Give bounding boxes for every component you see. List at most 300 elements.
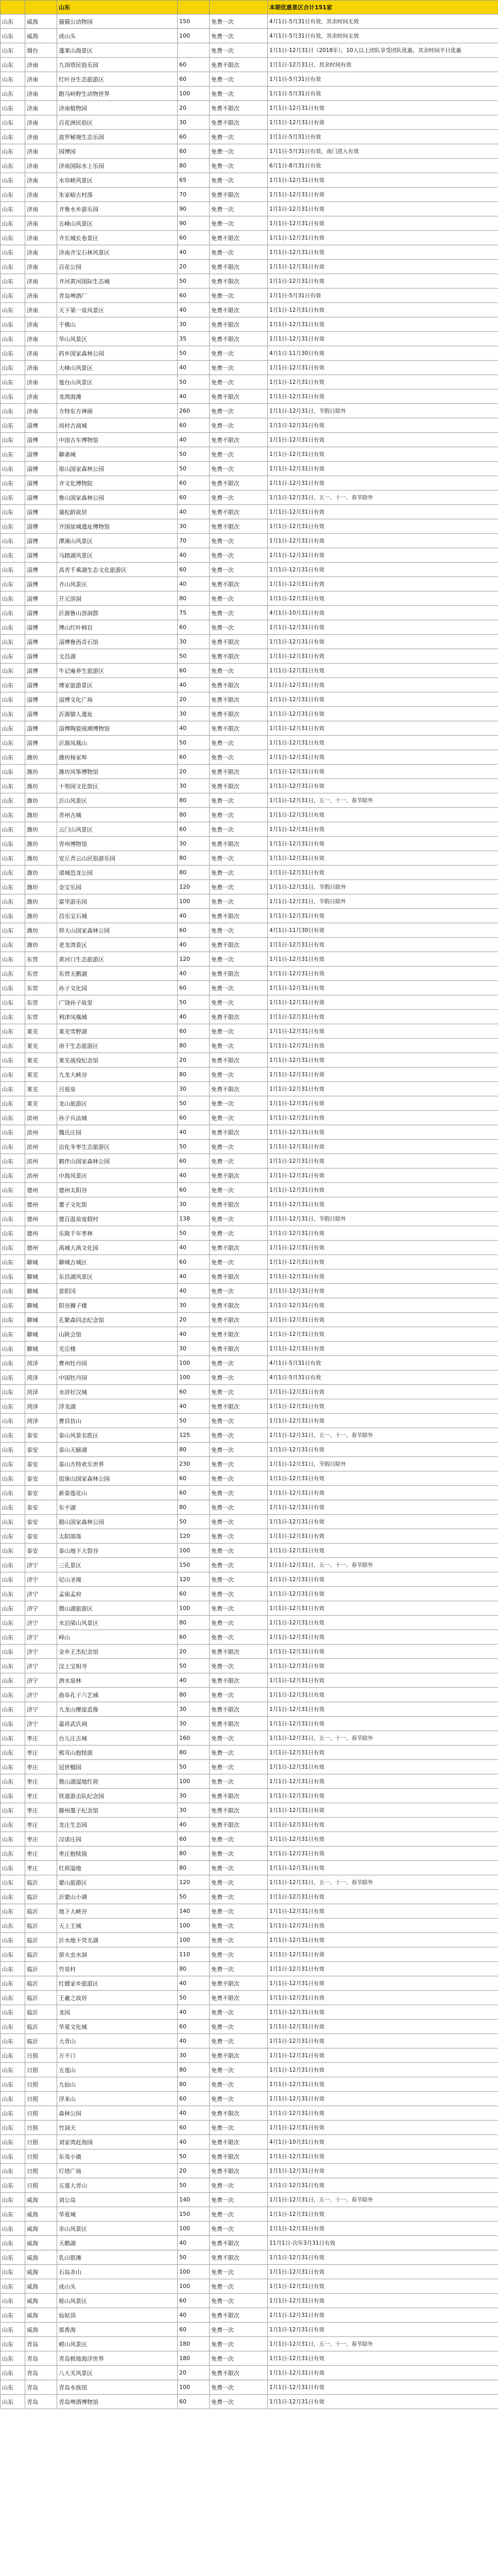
table-row (1, 2193, 498, 2207)
offer-cell: 免费一次 (210, 1515, 268, 1529)
province-cell: 山东 (1, 822, 25, 837)
price-cell: 100 (178, 1356, 210, 1370)
province-cell: 山东 (1, 332, 25, 346)
city-cell: 济南 (25, 389, 57, 404)
province-cell: 山东 (1, 1399, 25, 1414)
table-row (1, 765, 498, 779)
price-cell: 20 (178, 2366, 210, 2380)
note-cell: 1月1日-12月31日有效 (268, 2351, 498, 2366)
note-cell: 1月1日-12月31日有效 (268, 418, 498, 433)
city-cell: 东营 (25, 981, 57, 995)
city-cell: 济南 (25, 245, 57, 260)
scenic-name-cell: 台儿庄古城 (57, 1731, 178, 1745)
offer-cell: 免费不限次 (210, 779, 268, 793)
city-cell: 青岛 (25, 2395, 57, 2409)
city-cell: 淄博 (25, 519, 57, 534)
scenic-name-cell: 东昌湖风景区 (57, 1269, 178, 1284)
scenic-name-cell: 石岛赤山 (57, 2265, 178, 2279)
price-cell: 80 (178, 1067, 210, 1082)
note-cell: 1月1日-12月31日有效 (268, 1183, 498, 1197)
note-cell: 1月1日-12月31日有效 (268, 101, 498, 115)
note-cell: 1月1日-12月31日，五一、十一、春节除外 (268, 1558, 498, 1572)
offer-cell: 免费一次 (210, 1067, 268, 1082)
province-cell: 山东 (1, 1385, 25, 1399)
city-cell: 莱芜 (25, 1053, 57, 1067)
province-cell: 山东 (1, 1745, 25, 1760)
price-cell: 138 (178, 1212, 210, 1226)
table-row (1, 1284, 498, 1298)
price-cell: 20 (178, 101, 210, 115)
city-cell: 日照 (25, 2106, 57, 2121)
city-cell: 济宁 (25, 1717, 57, 1731)
city-cell: 济宁 (25, 1659, 57, 1673)
city-cell: 莱芜 (25, 1096, 57, 1111)
scenic-name-cell: 九仙山 (57, 2077, 178, 2092)
price-cell: 60 (178, 490, 210, 505)
city-cell: 济南 (25, 303, 57, 317)
city-cell: 枣庄 (25, 1832, 57, 1846)
offer-cell: 免费一次 (210, 2207, 268, 2222)
note-cell: 1月1日-12月31日有效 (268, 664, 498, 678)
price-cell: 30 (178, 2048, 210, 2063)
price-cell: 60 (178, 2092, 210, 2106)
table-row (1, 837, 498, 851)
note-cell: 1月1日-12月31日有效 (268, 2178, 498, 2193)
city-cell: 淄博 (25, 505, 57, 519)
price-cell: 60 (178, 130, 210, 144)
offer-cell: 免费一次 (210, 2351, 268, 2366)
city-cell: 泰安 (25, 1486, 57, 1500)
scenic-name-cell: 微山湖湿地红荷 (57, 1774, 178, 1789)
note-cell: 1月1日-12月31日有效 (268, 548, 498, 563)
table-row (1, 58, 498, 72)
price-cell: 60 (178, 72, 210, 87)
city-cell: 济南 (25, 346, 57, 361)
price-cell: 40 (178, 2005, 210, 2020)
note-cell: 4月1日-11月30日有效 (268, 346, 498, 361)
price-cell: 80 (178, 808, 210, 822)
table-row (1, 289, 498, 303)
city-cell: 滨州 (25, 1125, 57, 1140)
city-cell: 淄博 (25, 736, 57, 750)
scenic-name-cell: 蒙山旅游区 (57, 1875, 178, 1890)
table-row (1, 361, 498, 375)
note-cell: 1月1日-12月31日有效 (268, 1385, 498, 1399)
note-cell: 1月1日-12月31日有效 (268, 1601, 498, 1616)
table-row (1, 664, 498, 678)
scenic-name-cell: 泰山地下大裂谷 (57, 1544, 178, 1558)
offer-cell: 免费不限次 (210, 188, 268, 202)
province-cell: 山东 (1, 923, 25, 938)
offer-cell: 免费不限次 (210, 721, 268, 736)
note-cell: 1月1日-12月31日有效 (268, 649, 498, 664)
note-cell: 4月1日-10月31日有效 (268, 2135, 498, 2149)
city-cell: 济宁 (25, 1630, 57, 1645)
table-row (1, 981, 498, 995)
scenic-name-cell: 仰天山国家森林公园 (57, 923, 178, 938)
table-row (1, 1327, 498, 1342)
scenic-name-cell: 刘家湾赶海园 (57, 2135, 178, 2149)
table-row (1, 389, 498, 404)
table-row (1, 649, 498, 664)
city-cell: 德州 (25, 1212, 57, 1226)
scenic-name-cell: 聊斋城 (57, 447, 178, 462)
price-cell: 40 (178, 1010, 210, 1024)
offer-cell: 免费一次 (210, 361, 268, 375)
scenic-name-cell: 水泊梁山风景区 (57, 1616, 178, 1630)
price-cell: 100 (178, 2222, 210, 2236)
city-cell: 聊城 (25, 1313, 57, 1327)
scenic-name-cell: 腊山国家森林公园 (57, 1515, 178, 1529)
scenic-name-cell: 灯塔广场 (57, 2164, 178, 2178)
city-cell: 泰安 (25, 1428, 57, 1443)
offer-cell: 免费不限次 (210, 2048, 268, 2063)
city-cell: 枣庄 (25, 1818, 57, 1832)
offer-cell: 免费不限次 (210, 2366, 268, 2380)
offer-cell: 免费一次 (210, 1284, 268, 1298)
offer-cell: 免费一次 (210, 1947, 268, 1962)
province-cell: 山东 (1, 1039, 25, 1053)
scenic-name-cell: 跑马岭野生动物世界 (57, 87, 178, 101)
offer-cell: 免费一次 (210, 2178, 268, 2193)
price-cell: 60 (178, 289, 210, 303)
city-cell: 济宁 (25, 1645, 57, 1659)
price-cell: 140 (178, 2193, 210, 2207)
province-cell: 山东 (1, 72, 25, 87)
province-cell: 山东 (1, 736, 25, 750)
price-cell: 50 (178, 2250, 210, 2265)
table-header-row (1, 1, 498, 14)
offer-cell: 免费不限次 (210, 274, 268, 289)
city-cell: 枣庄 (25, 1861, 57, 1875)
offer-cell: 免费一次 (210, 1875, 268, 1890)
table-row (1, 144, 498, 159)
province-cell: 山东 (1, 1457, 25, 1471)
city-cell: 淄博 (25, 534, 57, 548)
price-cell: 90 (178, 216, 210, 231)
table-row (1, 1616, 498, 1630)
city-cell: 淄博 (25, 692, 57, 707)
table-row (1, 2077, 498, 2092)
table-row (1, 2308, 498, 2323)
table-row (1, 43, 498, 58)
city-cell: 淄博 (25, 664, 57, 678)
city-cell: 菏泽 (25, 1414, 57, 1428)
scenic-name-cell: 阳谷狮子楼 (57, 1298, 178, 1313)
city-cell: 临沂 (25, 1904, 57, 1919)
province-cell: 山东 (1, 58, 25, 72)
province-cell: 山东 (1, 1774, 25, 1789)
scenic-name-cell: 大青山 (57, 2034, 178, 2048)
table-row (1, 1183, 498, 1197)
province-cell: 山东 (1, 837, 25, 851)
city-cell: 聊城 (25, 1342, 57, 1356)
table-row (1, 1875, 498, 1890)
scenic-name-cell: 莲台山风景区 (57, 375, 178, 389)
offer-cell: 免费一次 (210, 1140, 268, 1154)
province-cell: 山东 (1, 2178, 25, 2193)
city-cell: 莱芜 (25, 1067, 57, 1082)
city-cell: 青岛 (25, 2380, 57, 2395)
note-cell: 1月1日-12月31日有效 (268, 1111, 498, 1125)
note-cell: 1月1日-12月31日有效 (268, 1471, 498, 1486)
scenic-name-cell: 天下第一泉风景区 (57, 303, 178, 317)
note-cell: 1月1日-12月31日有效 (268, 577, 498, 591)
note-cell: 1月1日-12月31日有效 (268, 1919, 498, 1933)
city-cell: 威海 (25, 2294, 57, 2308)
city-cell: 德州 (25, 1241, 57, 1255)
table-row (1, 1226, 498, 1241)
table-row (1, 1890, 498, 1904)
offer-cell: 免费不限次 (210, 1803, 268, 1818)
scenic-name-cell: 曹州牡丹园 (57, 1356, 178, 1370)
scenic-name-cell: 熊耳山抱犊崮 (57, 1745, 178, 1760)
table-row (1, 1125, 498, 1140)
table-row (1, 1659, 498, 1673)
scenic-name-cell: 竹洞天 (57, 2121, 178, 2135)
price-cell: 30 (178, 837, 210, 851)
city-cell: 潍坊 (25, 779, 57, 793)
province-cell: 山东 (1, 1731, 25, 1745)
table-row (1, 447, 498, 462)
city-cell: 潍坊 (25, 808, 57, 822)
province-cell: 山东 (1, 2323, 25, 2337)
table-row (1, 2395, 498, 2409)
city-cell: 泰安 (25, 1500, 57, 1515)
table-row (1, 1111, 498, 1125)
province-cell: 山东 (1, 1962, 25, 1976)
header-cell (1, 1, 25, 14)
city-cell: 济南 (25, 130, 57, 144)
scenic-name-cell: 红嫂家乡旅游区 (57, 1976, 178, 1991)
province-cell: 山东 (1, 245, 25, 260)
price-cell: 35 (178, 332, 210, 346)
offer-cell: 免费不限次 (210, 635, 268, 649)
table-row (1, 721, 498, 736)
province-cell: 山东 (1, 851, 25, 866)
price-cell: 80 (178, 159, 210, 173)
province-cell: 山东 (1, 591, 25, 606)
note-cell: 1月1日-12月31日有效 (268, 1067, 498, 1082)
note-cell: 1月1日-12月31日有效 (268, 1717, 498, 1731)
table-row (1, 563, 498, 577)
price-cell: 60 (178, 1832, 210, 1846)
offer-cell: 免费一次 (210, 1962, 268, 1976)
scenic-name-cell: 潭溪山风景区 (57, 534, 178, 548)
scenic-name-cell: 济南植物园 (57, 101, 178, 115)
price-cell: 40 (178, 1673, 210, 1688)
note-cell: 1月1日-5月31日有效 (268, 289, 498, 303)
price-cell: 125 (178, 1428, 210, 1443)
scenic-name-cell: 竹泉村 (57, 1962, 178, 1976)
price-cell: 60 (178, 822, 210, 837)
city-cell: 济南 (25, 188, 57, 202)
province-cell: 山东 (1, 159, 25, 173)
city-cell: 济南 (25, 289, 57, 303)
offer-cell: 免费一次 (210, 1933, 268, 1947)
table-row (1, 1717, 498, 1731)
note-cell: 1月1日-12月31日，其余时间有效 (268, 58, 498, 72)
scenic-name-cell: 莱芜雪野湖 (57, 1024, 178, 1039)
note-cell: 1月1日-12月31日有效 (268, 995, 498, 1010)
scenic-name-cell: 诸城恐龙公园 (57, 866, 178, 880)
table-row (1, 1846, 498, 1861)
offer-cell: 免费一次 (210, 620, 268, 635)
offer-cell: 免费一次 (210, 490, 268, 505)
province-cell: 山东 (1, 2092, 25, 2106)
note-cell: 1月1日-12月31日有效 (268, 332, 498, 346)
city-cell: 泰安 (25, 1529, 57, 1544)
city-cell: 临沂 (25, 1875, 57, 1890)
offer-cell: 免费不限次 (210, 577, 268, 591)
note-cell: 1月1日-12月31日有效 (268, 2294, 498, 2308)
price-cell: 50 (178, 1226, 210, 1241)
table-row (1, 1933, 498, 1947)
note-cell: 1月1日-12月31日有效 (268, 2395, 498, 2409)
province-cell: 山东 (1, 981, 25, 995)
province-cell: 山东 (1, 563, 25, 577)
table-row (1, 2106, 498, 2121)
offer-cell: 免费一次 (210, 1587, 268, 1601)
city-cell: 淄博 (25, 462, 57, 476)
province-cell: 山东 (1, 1010, 25, 1024)
offer-cell: 免费一次 (210, 923, 268, 938)
price-cell: 50 (178, 1096, 210, 1111)
offer-cell: 免费不限次 (210, 1125, 268, 1140)
offer-cell: 免费一次 (210, 1457, 268, 1471)
note-cell: 1月1日-12月31日有效 (268, 1053, 498, 1067)
offer-cell: 免费一次 (210, 462, 268, 476)
city-cell: 济南 (25, 202, 57, 216)
city-cell: 济南 (25, 317, 57, 332)
scenic-name-cell: 成山头 (57, 29, 178, 43)
city-cell: 济南 (25, 231, 57, 245)
note-cell: 1月1日-12月31日有效 (268, 808, 498, 822)
city-cell: 临沂 (25, 1962, 57, 1976)
note-cell: 1月1日-12月31日有效 (268, 779, 498, 793)
scenic-name-cell: 中国古车博物馆 (57, 433, 178, 447)
offer-cell: 免费一次 (210, 159, 268, 173)
offer-cell: 免费一次 (210, 2121, 268, 2135)
price-cell: 40 (178, 389, 210, 404)
scenic-name-cell: 尼山圣境 (57, 1572, 178, 1587)
price-cell (178, 43, 210, 58)
scenic-name-cell: 东营天鹅湖 (57, 967, 178, 981)
scenic-name-cell: 吕祖泉 (57, 1082, 178, 1096)
note-cell: 1月1日-12月31日有效 (268, 115, 498, 130)
price-cell: 80 (178, 1039, 210, 1053)
city-cell: 日照 (25, 2164, 57, 2178)
scenic-name-cell: 冠世榴园 (57, 1760, 178, 1774)
price-cell: 100 (178, 1933, 210, 1947)
scenic-name-cell: 孔繁森同志纪念馆 (57, 1313, 178, 1327)
province-cell: 山东 (1, 1558, 25, 1572)
note-cell: 1月1日-12月31日有效 (268, 1010, 498, 1024)
offer-cell: 免费不限次 (210, 101, 268, 115)
province-cell: 山东 (1, 750, 25, 765)
note-cell: 1月1日-12月31日有效 (268, 1673, 498, 1688)
table-row (1, 938, 498, 952)
city-cell: 临沂 (25, 1919, 57, 1933)
offer-cell: 免费一次 (210, 87, 268, 101)
offer-cell: 免费不限次 (210, 231, 268, 245)
province-cell: 山东 (1, 1111, 25, 1125)
table-row (1, 2250, 498, 2265)
offer-cell: 免费不限次 (210, 909, 268, 923)
province-cell: 山东 (1, 346, 25, 361)
table-row (1, 1370, 498, 1385)
table-row (1, 2366, 498, 2380)
province-cell: 山东 (1, 2063, 25, 2077)
table-row (1, 159, 498, 173)
price-cell: 50 (178, 1140, 210, 1154)
price-cell: 50 (178, 1991, 210, 2005)
note-cell: 1月1日-12月31日有效 (268, 2279, 498, 2294)
province-cell: 山东 (1, 692, 25, 707)
note-cell: 1月1日-12月31日有效 (268, 981, 498, 995)
price-cell: 40 (178, 2106, 210, 2121)
table-row (1, 952, 498, 967)
offer-cell: 免费不限次 (210, 2250, 268, 2265)
offer-cell: 免费一次 (210, 563, 268, 577)
price-cell: 40 (178, 303, 210, 317)
price-cell: 50 (178, 2149, 210, 2164)
offer-cell: 免费不限次 (210, 1313, 268, 1327)
price-cell: 80 (178, 866, 210, 880)
price-cell: 40 (178, 1327, 210, 1342)
table-row (1, 260, 498, 274)
note-cell: 1月1日-12月31日有效 (268, 231, 498, 245)
city-cell: 济南 (25, 260, 57, 274)
scenic-name-cell: 沂源鲁山溶洞群 (57, 606, 178, 620)
price-cell: 100 (178, 1601, 210, 1616)
offer-cell: 免费一次 (210, 793, 268, 808)
price-cell: 20 (178, 2164, 210, 2178)
scenic-name-cell: 中国牡丹园 (57, 1370, 178, 1385)
table-row (1, 231, 498, 245)
province-cell: 山东 (1, 1140, 25, 1154)
offer-cell: 免费一次 (210, 736, 268, 750)
city-cell: 济宁 (25, 1688, 57, 1702)
table-row (1, 1443, 498, 1457)
note-cell: 1月1日-12月31日有效 (268, 1529, 498, 1544)
scenic-name-cell: 青州古城 (57, 808, 178, 822)
note-cell: 1月1日-12月31日有效 (268, 1414, 498, 1428)
scenic-name-cell: 沂水地下荧光湖 (57, 1933, 178, 1947)
city-cell: 济宁 (25, 1572, 57, 1587)
scenic-name-cell: 沾化冬枣生态旅游区 (57, 1140, 178, 1154)
offer-cell: 免费一次 (210, 1443, 268, 1457)
header-cell (178, 1, 210, 14)
city-cell: 日照 (25, 2135, 57, 2149)
scenic-name-cell: 光岳楼 (57, 1342, 178, 1356)
province-cell: 山东 (1, 967, 25, 981)
province-cell: 山东 (1, 101, 25, 115)
price-cell: 20 (178, 765, 210, 779)
city-cell: 菏泽 (25, 1356, 57, 1370)
city-cell: 济南 (25, 375, 57, 389)
note-cell: 1月1日-12月31日，五一、十一、春节除外 (268, 1731, 498, 1745)
offer-cell: 免费不限次 (210, 765, 268, 779)
price-cell: 80 (178, 1846, 210, 1861)
table-row (1, 923, 498, 938)
scenic-name-cell: 德百温泉度假村 (57, 1212, 178, 1226)
city-cell: 济南 (25, 101, 57, 115)
price-cell: 60 (178, 2395, 210, 2409)
note-cell: 1月1日-12月31日有效 (268, 260, 498, 274)
table-row (1, 620, 498, 635)
offer-cell: 免费一次 (210, 2323, 268, 2337)
